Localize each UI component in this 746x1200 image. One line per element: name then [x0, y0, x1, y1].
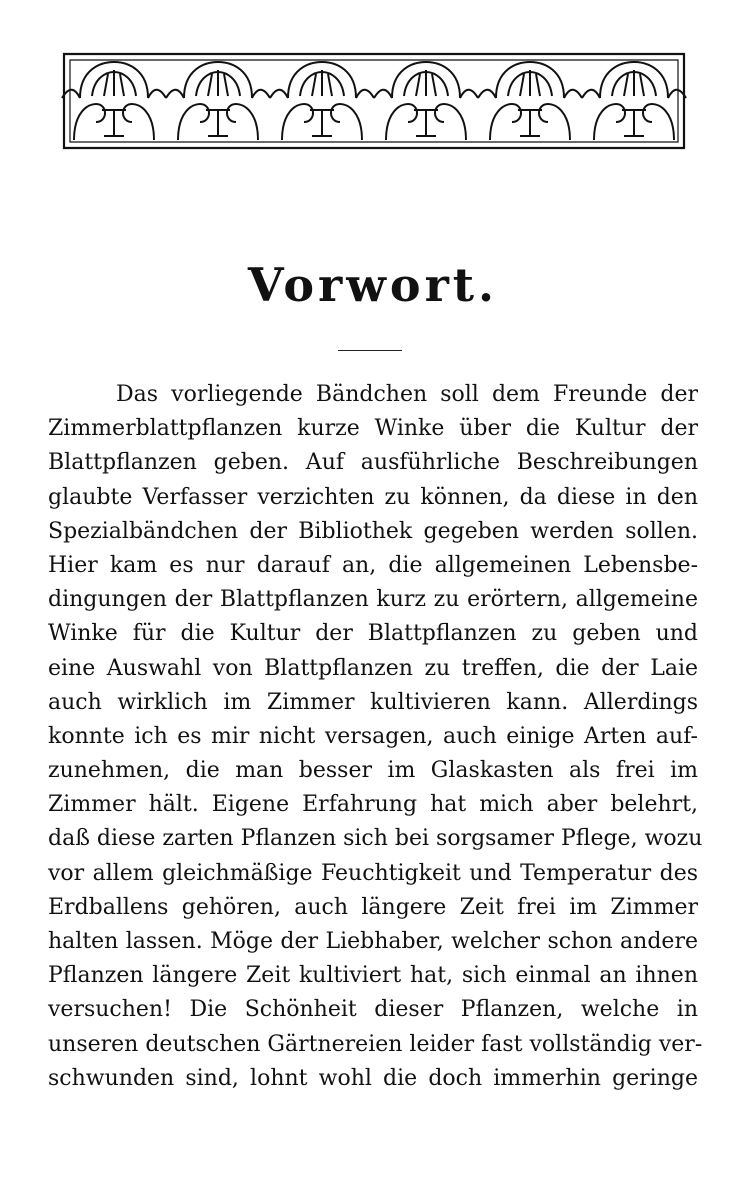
text-line: unseren deutschen Gärtnereien leider fast vollständig ver-: [48, 1031, 703, 1057]
text-line: Spezialbändchen der Bibliothek gegeben werden sollen.: [48, 518, 698, 544]
text-line: dingungen der Blattpflanzen kurz zu erörtern, allgemeine: [48, 587, 698, 613]
text-line: daß diese zarten Pflanzen sich bei sorgsamer Pflege, wozu: [48, 826, 703, 852]
text-line: zunehmen, die man besser im Glaskasten als frei im: [48, 758, 698, 784]
decorative-header-ornament: [60, 40, 688, 160]
text-line: Das vorliegende Bändchen soll dem Freunde der: [116, 382, 698, 407]
text-line: eine Auswahl von Blattpflanzen zu treffen, die der Laie: [48, 655, 698, 681]
text-line: schwunden sind, lohnt wohl die doch immerhin geringe: [48, 1065, 698, 1091]
text-line: auch wirklich im Zimmer kultivieren kann. Allerdings: [48, 689, 698, 715]
text-line: konnte ich es mir nicht versagen, auch einige Arten auf-: [48, 723, 698, 749]
text-line: versuchen! Die Schönheit dieser Pflanzen, welche in: [48, 997, 698, 1023]
text-line: Winke für die Kultur der Blattpflanzen zu geben und: [48, 621, 698, 647]
text-line: vor allem gleichmäßige Feuchtigkeit und Temperatur des: [48, 860, 698, 886]
text-line: Zimmerblattpflanzen kurze Winke über die Kultur der: [48, 416, 698, 442]
text-line: glaubte Verfasser verzichten zu können, da diese in den: [48, 484, 698, 510]
text-line: Zimmer hält. Eigene Erfahrung hat mich aber belehrt,: [48, 792, 698, 818]
text-line: Erdballens gehören, auch längere Zeit frei im Zimmer: [48, 894, 698, 920]
text-line: Hier kam es nur darauf an, die allgemeinen Lebensbe-: [48, 552, 698, 578]
preface-paragraph: [48, 378, 703, 1096]
text-line: halten lassen. Möge der Liebhaber, welcher schon andere: [48, 929, 698, 954]
page-title: Vorwort.: [247, 258, 499, 312]
text-line: Blattpflanzen geben. Auf ausführliche Beschreibungen: [48, 450, 698, 476]
text-line: Pflanzen längere Zeit kultiviert hat, sich einmal an ihnen: [48, 963, 698, 989]
title-divider: [338, 350, 402, 351]
